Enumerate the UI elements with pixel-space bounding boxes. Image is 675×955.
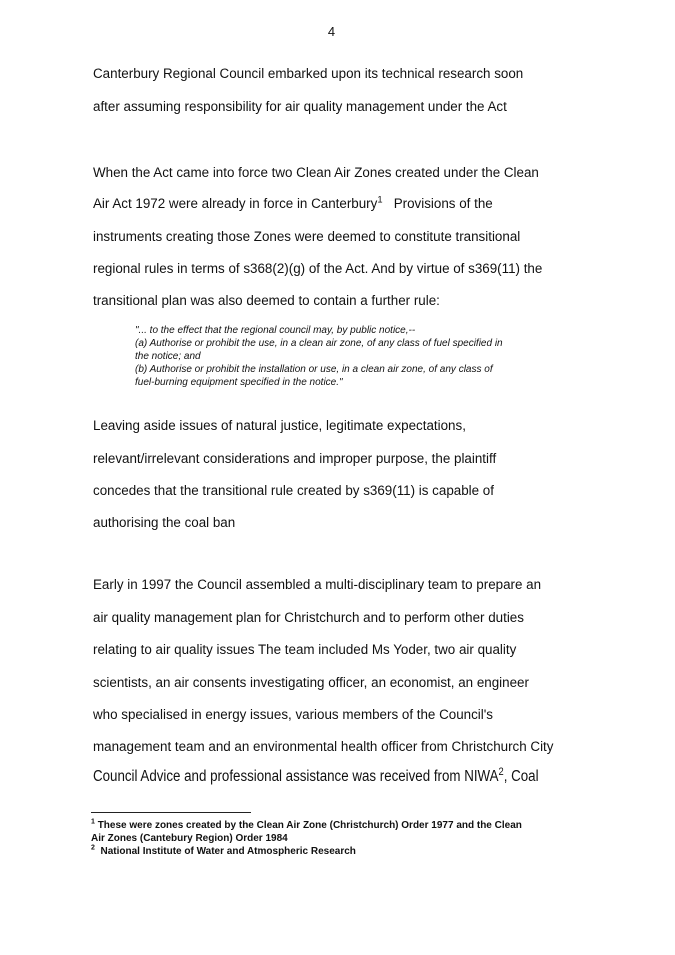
paragraph-4-line-4: scientists, an air consents investigating officer, an economist, an engineer: [93, 675, 529, 690]
footnote-2: [91, 846, 356, 857]
paragraph-3-line-3: concedes that the transitional rule created by s369(11) is capable of: [93, 483, 494, 498]
paragraph-3-line-4: authorising the coal ban: [93, 515, 236, 530]
paragraph-1-line-2: after assuming responsibility for air quality management under the Act: [93, 99, 507, 114]
paragraph-4-line-7: [93, 765, 539, 786]
quote-line-4: (b) Authorise or prohibit the installation or use, in a clean air zone, of any class of: [135, 364, 493, 375]
paragraph-4-line-7-start: Council Advice and professional assistance was received from NIWA: [93, 768, 499, 785]
paragraph-2-line-2: [93, 196, 493, 211]
footnote-1-line-1: [91, 820, 522, 831]
paragraph-2-line-2-text: Air Act 1972 were already in force in Canterbury: [93, 196, 378, 211]
paragraph-2-line-3: instruments creating those Zones were deemed to constitute transitional: [93, 229, 521, 244]
paragraph-2-line-5: transitional plan was also deemed to contain a further rule:: [93, 293, 440, 308]
quote-line-5: fuel-burning equipment specified in the notice.": [135, 377, 343, 388]
quote-line-3: the notice; and: [135, 351, 201, 362]
footnote-1-line-2: Air Zones (Cantebury Region) Order 1984: [91, 833, 288, 844]
paragraph-4-line-2: air quality management plan for Christchurch and to perform other duties: [93, 610, 524, 625]
paragraph-1-line-1: Canterbury Regional Council embarked upon its technical research soon: [93, 66, 524, 81]
quote-line-2: (a) Authorise or prohibit the use, in a clean air zone, of any class of fuel specified in: [135, 338, 503, 349]
footnote-ref-2: 2: [498, 765, 504, 778]
footnote-separator: [91, 812, 251, 813]
paragraph-4-line-1: Early in 1997 the Council assembled a multi-disciplinary team to prepare an: [93, 577, 542, 592]
paragraph-4-line-7-end: , Coal: [503, 768, 539, 785]
paragraph-4-line-5: who specialised in energy issues, various members of the Council's: [93, 707, 493, 722]
footnote-ref-1: 1: [377, 194, 383, 205]
footnote-2-mark: 2: [91, 844, 95, 852]
footnote-1-mark: 1: [91, 818, 95, 826]
footnote-2-text: National Institute of Water and Atmospheric Research: [100, 846, 356, 857]
paragraph-2-line-1: When the Act came into force two Clean Air Zones created under the Clean: [93, 165, 539, 180]
page-number: 4: [327, 24, 336, 39]
paragraph-2-line-4: regional rules in terms of s368(2)(g) of the Act. And by virtue of s369(11) the: [93, 261, 543, 276]
paragraph-2-line-2-rest: Provisions of the: [393, 196, 493, 211]
quote-line-1: "... to the effect that the regional council may, by public notice,--: [135, 325, 416, 336]
paragraph-4-line-3: relating to air quality issues The team included Ms Yoder, two air quality: [93, 642, 517, 657]
paragraph-4-line-6: management team and an environmental health officer from Christchurch City: [93, 739, 554, 754]
paragraph-3-line-1: Leaving aside issues of natural justice, legitimate expectations,: [93, 418, 466, 433]
footnote-1-text-1: These were zones created by the Clean Air Zone (Christchurch) Order 1977 and the Clean: [97, 820, 522, 831]
paragraph-3-line-2: relevant/irrelevant considerations and improper purpose, the plaintiff: [93, 451, 497, 466]
